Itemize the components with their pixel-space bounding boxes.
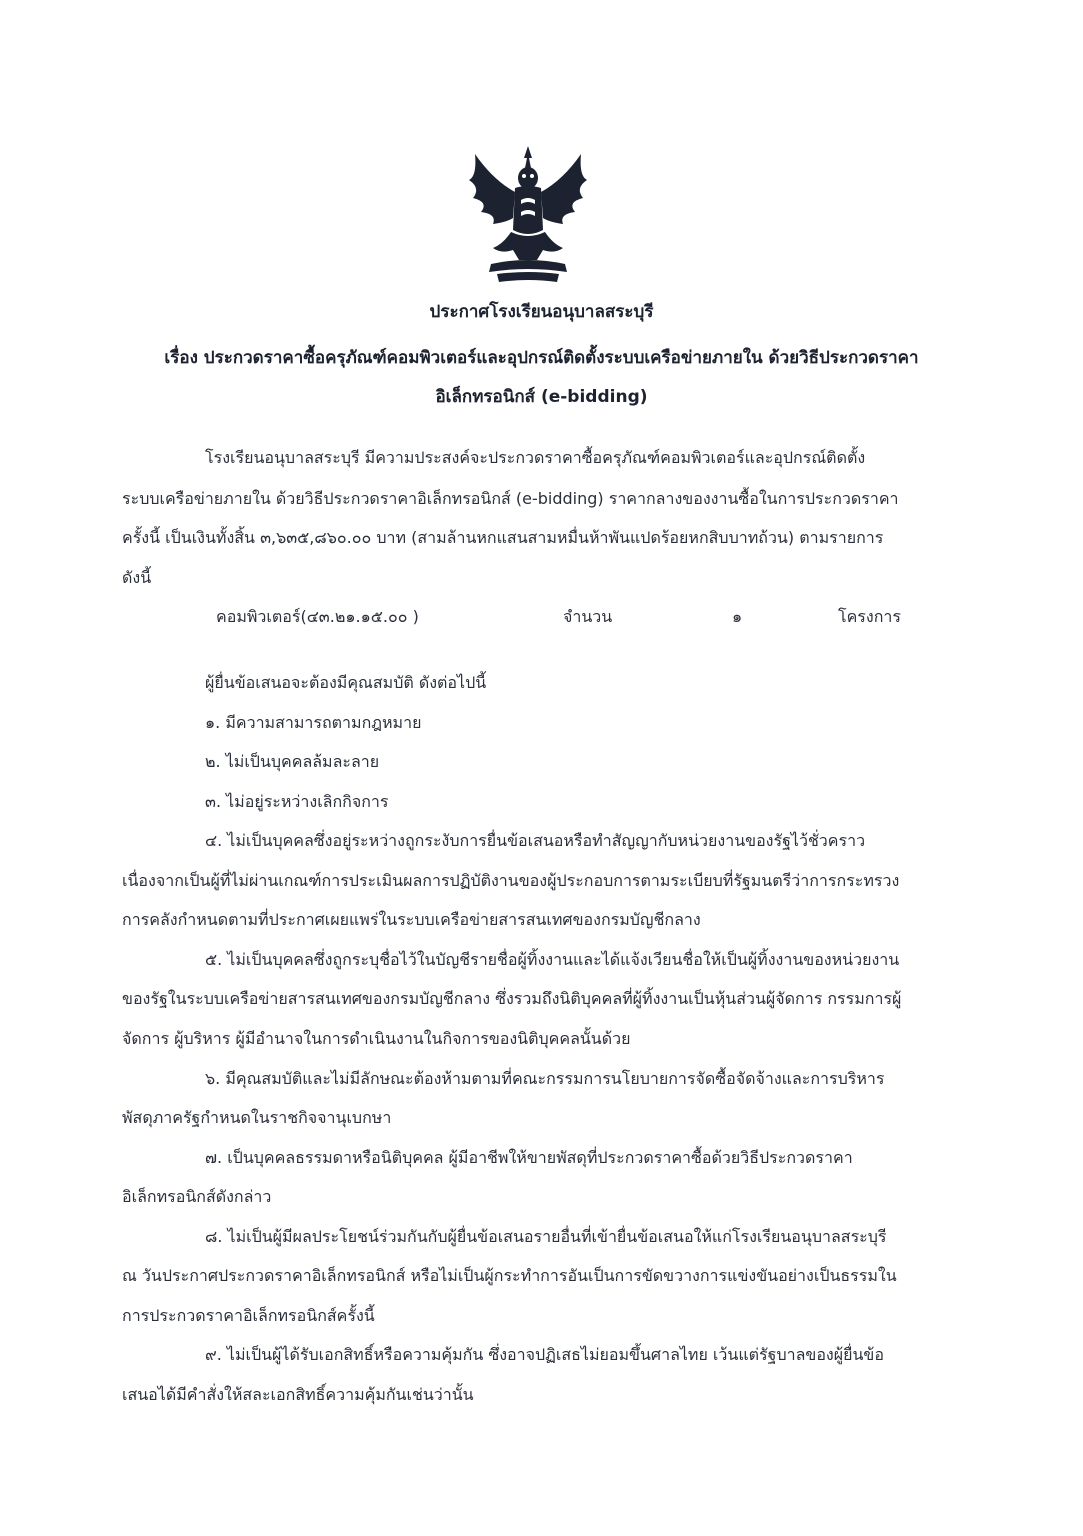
qualification-line: ณ วันประกาศประกวดราคาอิเล็กทรอนิกส์ หรือไม่เป็นผู้กระทำการอันเป็นการขัดขวางการแข่งขันอย่างเป็นธรรมใน bbox=[122, 1266, 897, 1285]
item-unit: โครงการ bbox=[838, 607, 901, 626]
qualification-line: ๓. ไม่อยู่ระหว่างเลิกกิจการ bbox=[205, 792, 389, 811]
intro-line-1: โรงเรียนอนุบาลสระบุรี มีความประสงค์จะประกวดราคาซื้อครุภัณฑ์คอมพิวเตอร์และอุปกรณ์ติดตั้ง bbox=[205, 448, 866, 467]
qualifications-heading: ผู้ยื่นข้อเสนอจะต้องมีคุณสมบัติ ดังต่อไปนี้ bbox=[205, 673, 487, 692]
intro-line-2: ระบบเครือข่ายภายใน ด้วยวิธีประกวดราคาอิเล็กทรอนิกส์ (e-bidding) ราคากลางของงานซื้อในการประกวดราคา bbox=[122, 489, 899, 508]
intro-line-3: ครั้งนี้ เป็นเงินทั้งสิ้น ๓,๖๓๕,๘๖๐.๐๐ บาท (สามล้านหกแสนสามหมื่นห้าพันแปดร้อยหกสิบบาทถ้วน) ตามรายการ bbox=[122, 528, 884, 547]
item-name: คอมพิวเตอร์(๔๓.๒๑.๑๕.๐๐ ) bbox=[216, 607, 419, 626]
subject-line-2: อิเล็กทรอนิกส์ (e-bidding) bbox=[435, 387, 648, 407]
subject-line-1: เรื่อง ประกวดราคาซื้อครุภัณฑ์คอมพิวเตอร์และอุปกรณ์ติดตั้งระบบเครือข่ายภายใน ด้วยวิธีประกวดราคา bbox=[164, 348, 919, 368]
item-qty: ๑ bbox=[732, 607, 743, 626]
qualification-line: ๑. มีความสามารถตามกฎหมาย bbox=[205, 713, 422, 732]
qualification-line: เนื่องจากเป็นผู้ที่ไม่ผ่านเกณฑ์การประเมินผลการปฏิบัติงานของผู้ประกอบการตามระเบียบที่รัฐมนตรีว่าการกระทรวง bbox=[122, 871, 900, 890]
announcement-title: ประกาศโรงเรียนอนุบาลสระบุรี bbox=[429, 302, 654, 322]
qualification-line: ๔. ไม่เป็นบุคคลซึ่งอยู่ระหว่างถูกระงับการยื่นข้อเสนอหรือทำสัญญากับหน่วยงานของรัฐไว้ชั่วคราว bbox=[205, 831, 866, 850]
qualification-line: ๒. ไม่เป็นบุคคลล้มละลาย bbox=[205, 752, 380, 771]
qualification-line: เสนอได้มีคำสั่งให้สละเอกสิทธิ์ความคุ้มกันเช่นว่านั้น bbox=[122, 1385, 474, 1404]
qualification-line: ๖. มีคุณสมบัติและไม่มีลักษณะต้องห้ามตามที่คณะกรรมการนโยบายการจัดซื้อจัดจ้างและการบริหาร bbox=[205, 1069, 885, 1088]
garuda-emblem-icon bbox=[463, 140, 593, 290]
qualification-line: การคลังกำหนดตามที่ประกาศเผยแพร่ในระบบเครือข่ายสารสนเทศของกรมบัญชีกลาง bbox=[122, 910, 701, 929]
qualification-line: ๙. ไม่เป็นผู้ได้รับเอกสิทธิ์หรือความคุ้มกัน ซึ่งอาจปฏิเสธไม่ยอมขึ้นศาลไทย เว้นแต่รัฐบาลของผู้ยื่นข้อ bbox=[205, 1345, 884, 1364]
qualification-line: ๕. ไม่เป็นบุคคลซึ่งถูกระบุชื่อไว้ในบัญชีรายชื่อผู้ทิ้งงานและได้แจ้งเวียนชื่อให้เป็นผู้ทิ้งงานของหน่วยงาน bbox=[205, 950, 900, 969]
item-qty-label: จำนวน bbox=[563, 607, 613, 626]
qualification-line: ของรัฐในระบบเครือข่ายสารสนเทศของกรมบัญชีกลาง ซึ่งรวมถึงนิติบุคคลที่ผู้ทิ้งงานเป็นหุ้นส่วนผู้จัดการ กรรมการผู้ bbox=[122, 989, 902, 1008]
qualification-line: ๘. ไม่เป็นผู้มีผลประโยชน์ร่วมกันกับผู้ยื่นข้อเสนอรายอื่นที่เข้ายื่นข้อเสนอให้แก่โรงเรียนอนุบาลสระบุรี bbox=[205, 1227, 887, 1246]
qualification-line: พัสดุภาครัฐกำหนดในราชกิจจานุเบกษา bbox=[122, 1108, 392, 1127]
qualification-line: จัดการ ผู้บริหาร ผู้มีอำนาจในการดำเนินงานในกิจการของนิติบุคคลนั้นด้วย bbox=[122, 1029, 631, 1048]
qualification-line: อิเล็กทรอนิกส์ดังกล่าว bbox=[122, 1187, 272, 1206]
qualification-line: การประกวดราคาอิเล็กทรอนิกส์ครั้งนี้ bbox=[122, 1306, 375, 1325]
intro-line-4: ดังนี้ bbox=[122, 568, 152, 587]
qualification-line: ๗. เป็นบุคคลธรรมดาหรือนิติบุคคล ผู้มีอาชีพให้ขายพัสดุที่ประกวดราคาซื้อด้วยวิธีประกวดราคา bbox=[205, 1148, 853, 1167]
